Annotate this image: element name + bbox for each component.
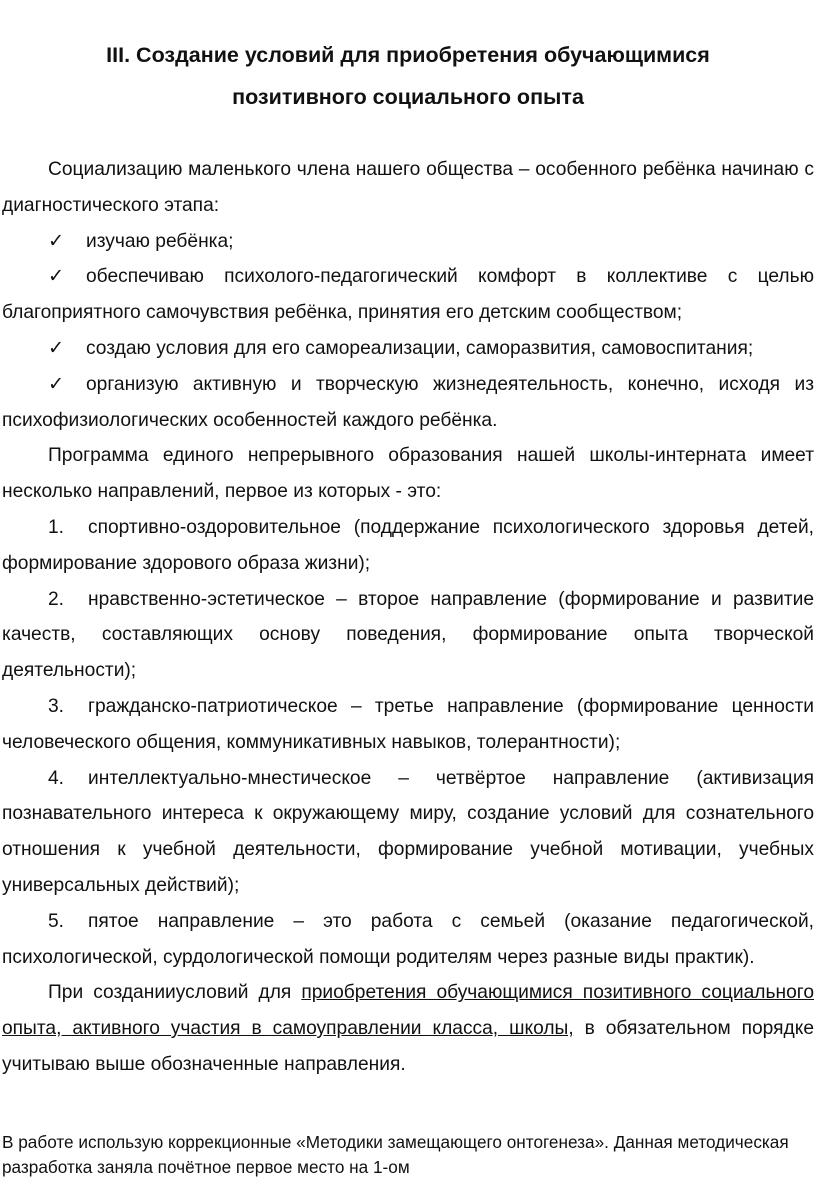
- section-title-line-2: позитивного социального опыта: [232, 85, 584, 109]
- checklist-item-text: изучаю ребёнка;: [86, 230, 234, 252]
- direction-text: нравственно-эстетическое – второе направление (формирование и развитие качеств, составляющих основу поведения, формирование опыта творческой деятельности);: [2, 588, 814, 682]
- section-title-line-1: III. Создание условий для приобретения обучающимися: [106, 43, 710, 67]
- direction-number: 1.: [48, 516, 65, 538]
- closing-paragraph: [2, 975, 814, 1082]
- direction-item: [2, 761, 814, 904]
- closing-suffix: в обязательном порядке учитываю выше обозначенные направления.: [2, 1018, 814, 1075]
- direction-text: спортивно-оздоровительное (поддержание психологического здоровья детей, формирование здорового образа жизни);: [2, 516, 814, 574]
- section-title: [0, 34, 816, 118]
- checklist-item: [2, 331, 814, 367]
- checkmark-icon: ✓: [48, 230, 65, 252]
- direction-number: 4.: [48, 767, 65, 789]
- checklist-item: [2, 224, 814, 260]
- direction-item: [2, 510, 814, 582]
- direction-number: 5.: [48, 910, 65, 932]
- direction-item: [2, 904, 814, 976]
- intro-paragraph: Социализацию маленького члена нашего общества – особенного ребёнка начинаю с диагностического этапа:: [2, 159, 814, 216]
- checkmark-icon: ✓: [48, 337, 65, 359]
- checklist-item-text: организую активную и творческую жизнедеятельность, конечно, исходя из психофизиологических особенностей каждого ребёнка.: [2, 373, 814, 431]
- closing-underlined-text: приобретения обучающимися позитивного социального опыта, активного участия в самоуправлении класса, школы,: [2, 982, 814, 1040]
- checklist-item: [2, 259, 814, 331]
- program-intro-paragraph: Программа единого непрерывного образования нашей школы-интерната имеет несколько направлений, первое из которых - это:: [2, 445, 814, 503]
- direction-item: [2, 689, 814, 761]
- checklist-item: [2, 367, 814, 439]
- checkmark-icon: ✓: [48, 373, 65, 395]
- checklist-item-text: создаю условия для его самореализации, саморазвития, самовоспитания;: [86, 337, 754, 359]
- checkmark-icon: ✓: [48, 266, 65, 288]
- direction-number: 2.: [48, 588, 65, 610]
- direction-text: интеллектуально-мнестическое – четвёртое направление (активизация познавательного интереса к окружающему миру, создание условий для сознательного отношения к учебной деятельности, формирование учебной мотивации, учебных универсальных действий);: [2, 767, 814, 896]
- direction-text: пятое направление – это работа с семьей (оказание педагогической, психологической, сурдологической помощи родителям через разные виды практик).: [2, 910, 814, 968]
- direction-item: [2, 582, 814, 689]
- direction-text: гражданско-патриотическое – третье направление (формирование ценности человеческого общения, коммуникативных навыков, толерантности);: [2, 695, 814, 753]
- footer-paragraph: В работе использую коррекционные «Методики замещающего онтогенеза». Данная методическая разработка заняла почётное первое место на 1-ом: [2, 1132, 789, 1177]
- checklist-item-text: обеспечиваю психолого-педагогический комфорт в коллективе с целью благоприятного самочувствия ребёнка, принятия его детским сообществом;: [2, 266, 814, 324]
- document-body: [2, 152, 814, 1083]
- closing-prefix: При созданииусловий для: [48, 982, 302, 1004]
- direction-number: 3.: [48, 695, 65, 717]
